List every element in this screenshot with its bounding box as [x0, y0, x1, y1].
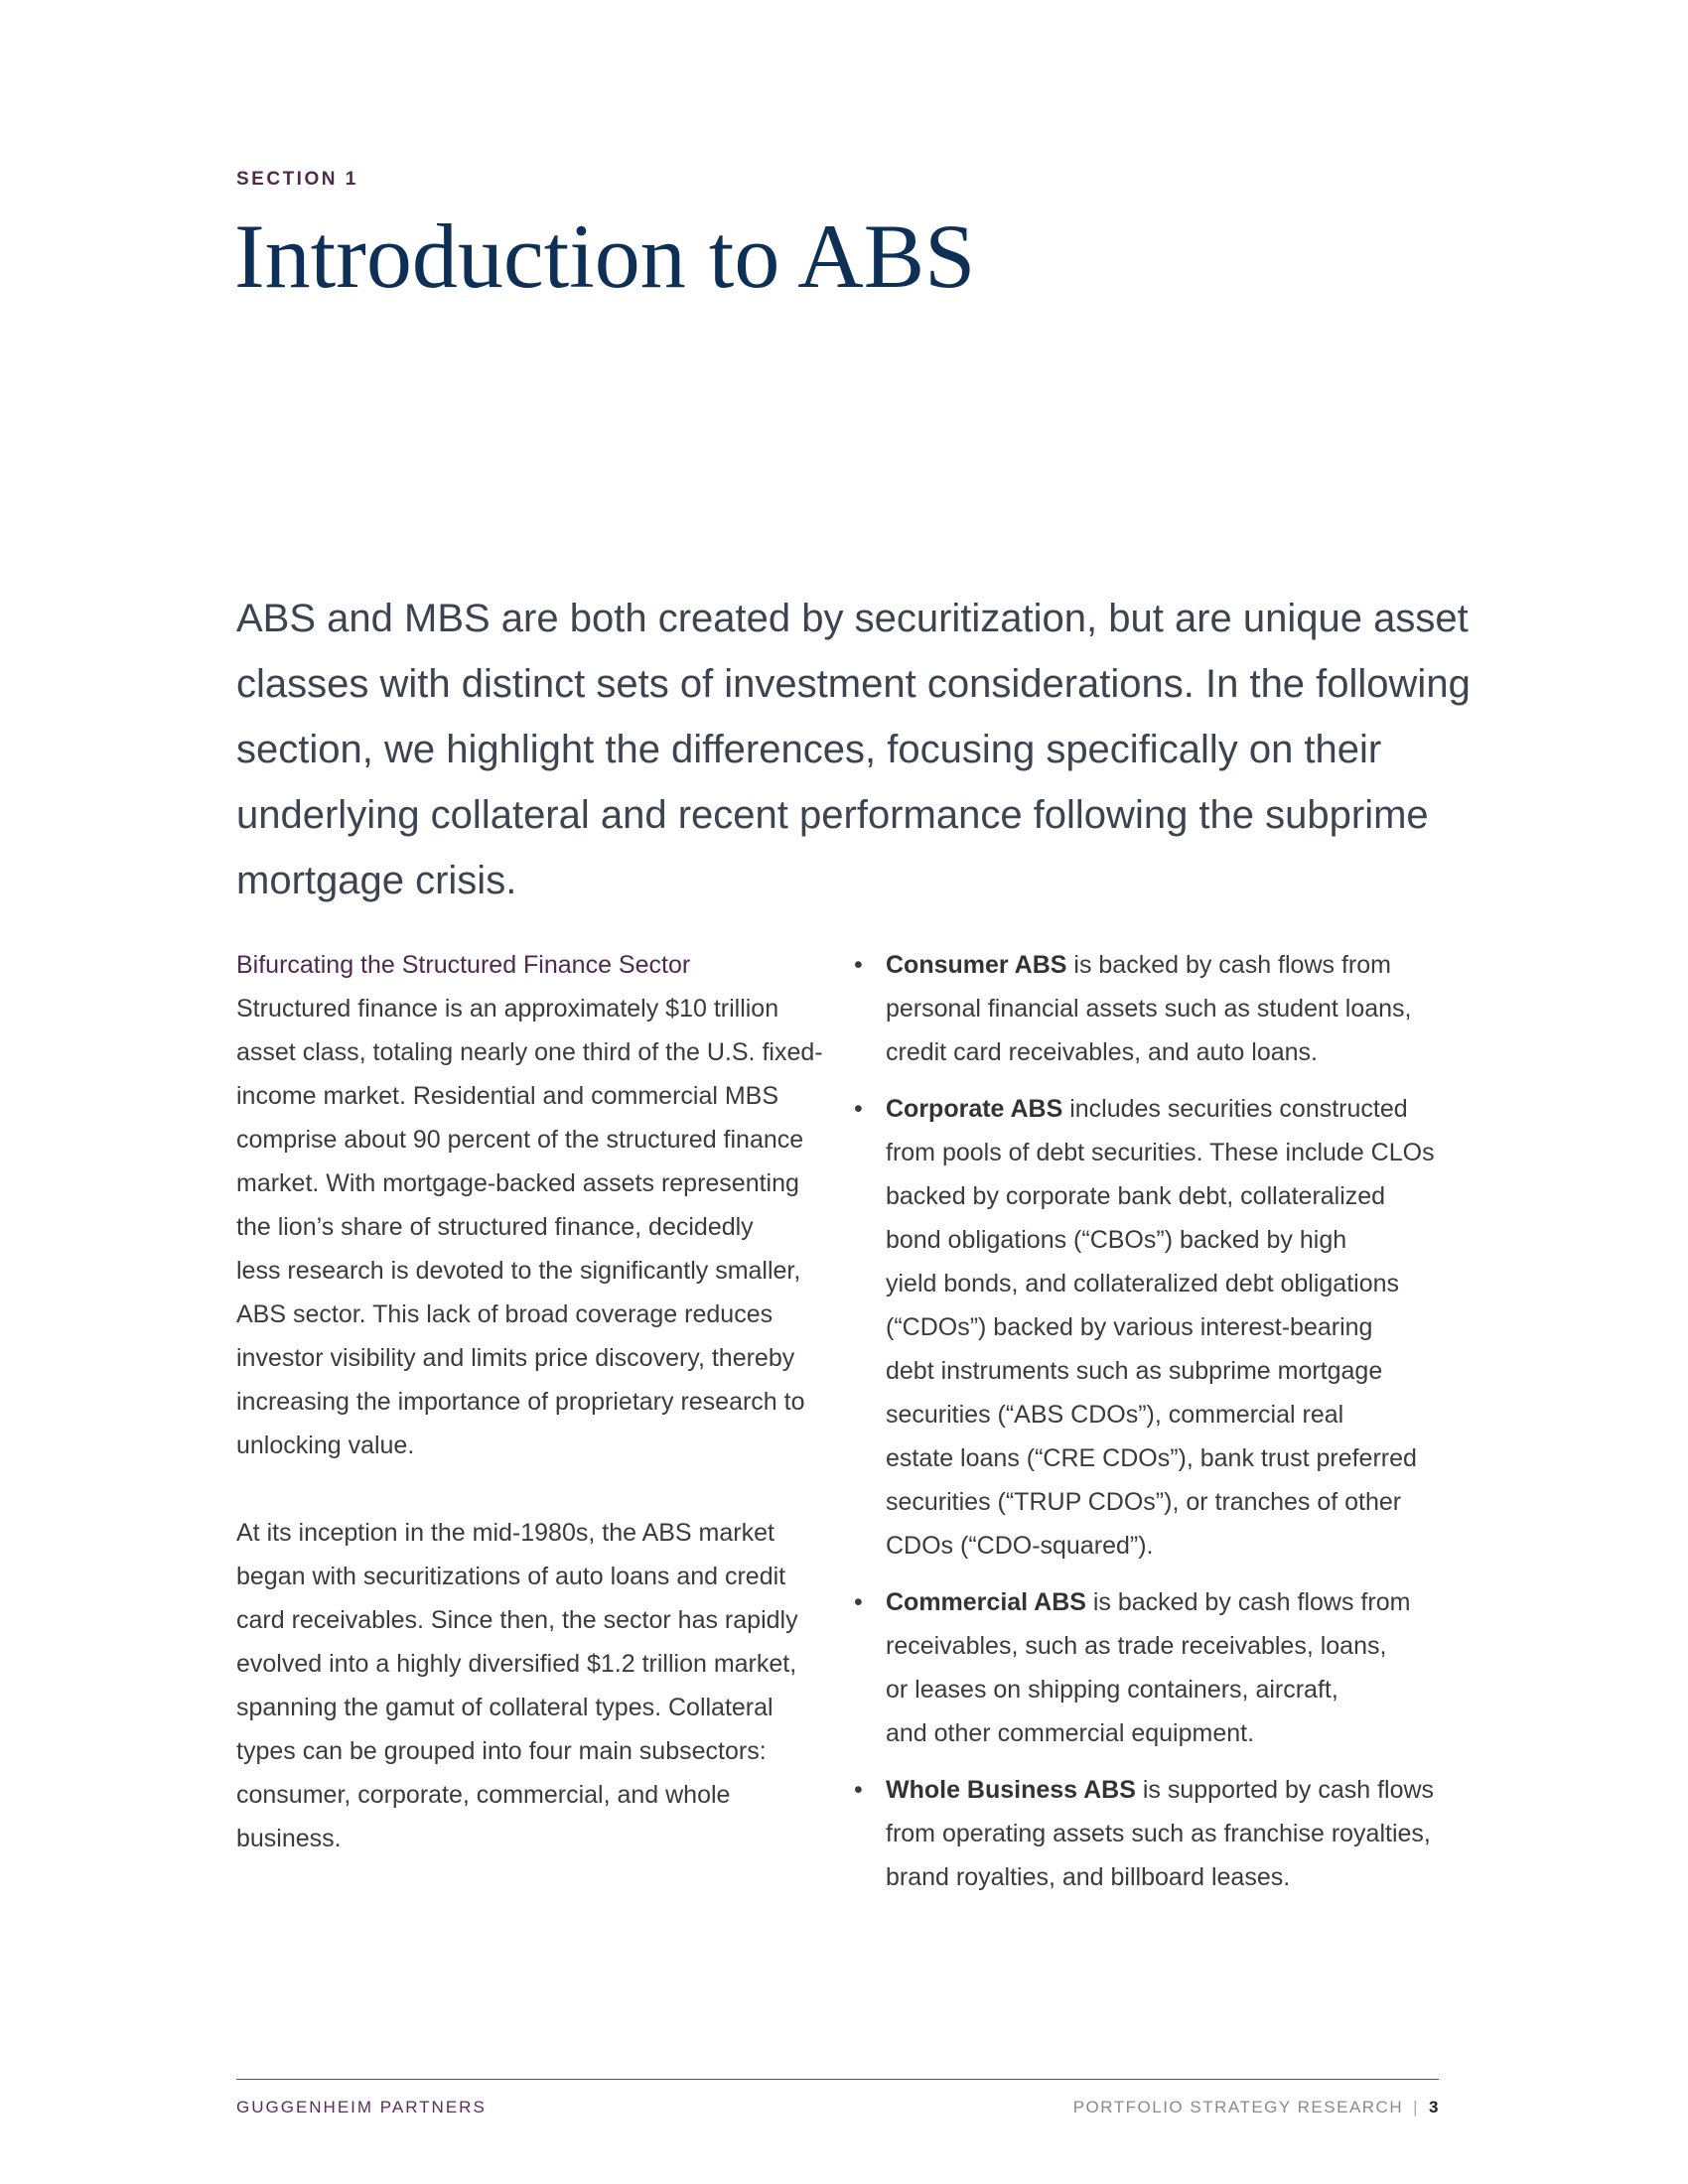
text-line: the lion’s share of structured finance, decidedly — [236, 1213, 754, 1241]
bullet-term: Corporate ABS — [886, 1095, 1063, 1123]
text-line: credit card receivables, and auto loans. — [886, 1038, 1318, 1066]
footer-brand: GUGGENHEIM PARTNERS — [236, 2098, 487, 2116]
text-line: asset class, totaling nearly one third of the U.S. fixed- — [236, 1038, 823, 1066]
text-line: receivables, such as trade receivables, loans, — [886, 1632, 1387, 1660]
text-line: types can be grouped into four main subsectors: — [236, 1737, 767, 1765]
text-line: debt instruments such as subprime mortgage — [886, 1357, 1383, 1385]
text-line: less research is devoted to the significantly smaller, — [236, 1257, 801, 1285]
text-line: CDOs (“CDO-squared”). — [886, 1532, 1154, 1560]
bullet-list — [854, 943, 1450, 1912]
text-line: unlocking value. — [236, 1432, 415, 1459]
bullet-icon: • — [854, 951, 863, 979]
bullet-term: Commercial ABS — [886, 1588, 1086, 1616]
text-line: bond obligations (“CBOs”) backed by high — [886, 1226, 1347, 1254]
bullet-text: is backed by cash flows from — [1066, 951, 1391, 979]
text-line: yield bonds, and collateralized debt obligations — [886, 1270, 1400, 1297]
text-line: classes with distinct sets of investment considerations. In the following — [236, 662, 1471, 706]
bullet-term: Whole Business ABS — [886, 1776, 1136, 1804]
text-line: income market. Residential and commercial MBS — [236, 1082, 779, 1110]
text-line: card receivables. Since then, the sector has rapidly — [236, 1606, 798, 1634]
section-label: SECTION 1 — [236, 169, 358, 190]
text-line: section, we highlight the differences, focusing specifically on their — [236, 728, 1382, 771]
text-line: securities (“ABS CDOs”), commercial real — [886, 1401, 1344, 1429]
text-line: mortgage crisis. — [236, 859, 517, 902]
left-column — [236, 943, 832, 1860]
bullet-item — [854, 1087, 1450, 1568]
text-line: ABS and MBS are both created by securitization, but are unique asset — [236, 597, 1469, 640]
bullet-item — [854, 943, 1450, 1074]
text-line: or leases on shipping containers, aircraft, — [886, 1676, 1338, 1704]
text-line: securities (“TRUP CDOs”), or tranches of other — [886, 1488, 1402, 1516]
text-line — [886, 1768, 1450, 1812]
footer-separator: | — [1413, 2098, 1420, 2116]
text-line: comprise about 90 percent of the structured finance — [236, 1126, 804, 1154]
text-line: (“CDOs”) backed by various interest-bearing — [886, 1313, 1373, 1341]
text-line — [886, 1087, 1450, 1131]
footer-right — [1073, 2098, 1440, 2117]
text-line: ABS sector. This lack of broad coverage reduces — [236, 1300, 774, 1328]
text-line: Structured finance is an approximately $10 trillion — [236, 995, 779, 1023]
text-line: from operating assets such as franchise royalties, — [886, 1820, 1431, 1847]
text-line: At its inception in the mid-1980s, the ABS market — [236, 1519, 774, 1547]
page-number: 3 — [1429, 2098, 1440, 2116]
text-line: spanning the gamut of collateral types. Collateral — [236, 1694, 774, 1721]
text-line: evolved into a highly diversified $1.2 trillion market, — [236, 1650, 797, 1678]
page-title: Introduction to ABS — [234, 205, 976, 307]
bullet-icon: • — [854, 1095, 863, 1123]
text-line: consumer, corporate, commercial, and whole — [236, 1781, 731, 1809]
bullet-icon: • — [854, 1588, 863, 1616]
paragraph — [236, 1511, 832, 1860]
text-line — [886, 1580, 1450, 1624]
text-line: brand royalties, and billboard leases. — [886, 1863, 1291, 1891]
text-line: market. With mortgage-backed assets representing — [236, 1169, 799, 1197]
bullet-item — [854, 1580, 1450, 1755]
text-line: backed by corporate bank debt, collateralized — [886, 1182, 1386, 1210]
text-line — [886, 943, 1450, 987]
text-line: business. — [236, 1825, 342, 1852]
text-line: from pools of debt securities. These include CLOs — [886, 1139, 1435, 1166]
text-line: investor visibility and limits price discovery, thereby — [236, 1344, 795, 1372]
paragraph — [236, 987, 832, 1467]
bullet-text: is supported by cash flows — [1135, 1776, 1435, 1804]
footer-divider — [236, 2079, 1439, 2080]
bullet-icon: • — [854, 1776, 863, 1804]
text-line: estate loans (“CRE CDOs”), bank trust preferred — [886, 1444, 1417, 1472]
text-line: began with securitizations of auto loans and credit — [236, 1563, 786, 1590]
subheading: Bifurcating the Structured Finance Sector — [236, 951, 691, 979]
footer-publication: PORTFOLIO STRATEGY RESEARCH — [1072, 2098, 1404, 2116]
bullet-item — [854, 1768, 1450, 1899]
text-line: increasing the importance of proprietary research to — [236, 1388, 805, 1416]
lead-paragraph — [236, 586, 1471, 913]
text-line: underlying collateral and recent performance following the subprime — [236, 793, 1429, 837]
bullet-text: includes securities constructed — [1062, 1095, 1408, 1123]
bullet-text: is backed by cash flows from — [1085, 1588, 1411, 1616]
text-line: personal financial assets such as student loans, — [886, 995, 1412, 1023]
text-line: and other commercial equipment. — [886, 1719, 1255, 1747]
bullet-term: Consumer ABS — [886, 951, 1067, 979]
